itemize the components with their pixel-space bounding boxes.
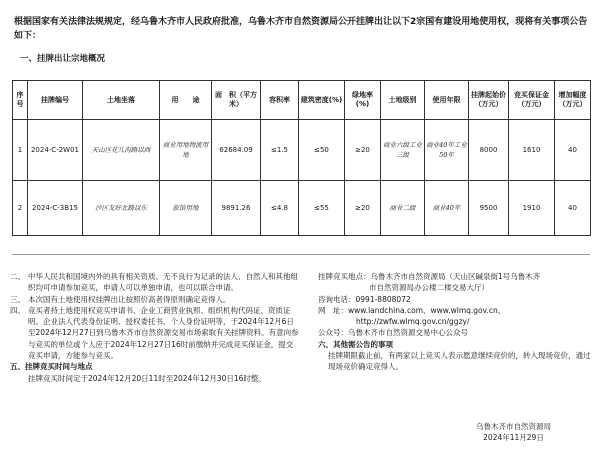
header-cell: 挂牌起始价（万元） (469, 81, 509, 120)
header-cell: 绿地率(%) (345, 81, 381, 120)
auction-place-line2: 市自然资源局办公楼二楼交易大厅） (369, 283, 489, 293)
table-cell: 2024-C-2W01 (28, 120, 83, 181)
table-cell: ≤1.5 (261, 120, 299, 181)
table-header-row (13, 81, 591, 120)
website-line1 (318, 305, 594, 316)
table-cell: ≤55 (299, 181, 345, 236)
header-cell: 增加幅度（万元） (555, 81, 591, 120)
header-cell: 使用年限 (425, 81, 469, 120)
header-cell: 用 途 (160, 81, 212, 120)
table-cell: 2 (13, 181, 28, 236)
table-cell: ≥20 (345, 120, 381, 181)
table-cell: 商业40年工业50年 (425, 120, 469, 181)
signature-block (476, 421, 551, 443)
item-number: 二、 (10, 272, 25, 281)
table-cell: ≤4.8 (261, 181, 299, 236)
table-cell: 天山区花儿沟路以西 (83, 120, 160, 181)
table-cell: 9891.26 (212, 181, 261, 236)
table-cell: 1910 (509, 181, 555, 236)
header-cell: 土地坐落 (83, 81, 160, 120)
item-5-title: 五、挂牌竞买时间与地点 (10, 362, 93, 372)
table-cell: 商业六级工业三级 (381, 120, 425, 181)
table-cell: 沙区友好北路以东 (83, 181, 160, 236)
table-cell: 62684.09 (212, 120, 261, 181)
auction-place-line1: 挂牌竞买地点：乌鲁木齐市自然资源局（天山区碱泉街1号乌鲁木齐 (318, 272, 541, 281)
item-6-title: 六、其他需公告的事项 (318, 339, 393, 349)
signature-date: 2024年11月29日 (483, 433, 544, 442)
item-2 (10, 271, 300, 294)
consult-phone: 咨询电话：0991-8808072 (318, 294, 411, 304)
table-cell: 1 (13, 120, 28, 181)
table-cell: 9500 (469, 181, 509, 236)
table-cell: 商业用地物流用地 (160, 120, 212, 181)
table-cell: 2024-C-3B15 (28, 181, 83, 236)
header-cell: 建筑密度(%) (299, 81, 345, 120)
website-link[interactable]: www.landchina.com、www.wlmq.gov.cn、 (348, 305, 506, 315)
table-row (13, 181, 591, 236)
intro-paragraph: 根据国家有关法律法规规定，经乌鲁木齐市人民政府批准，乌鲁木齐市自然资源局公开挂牌出让以下2宗国有建设用地使用权，现将有关事项公告如下： (14, 17, 588, 41)
right-column (318, 271, 594, 373)
website-label: 网 址： (318, 305, 348, 315)
signature-org: 乌鲁木齐市自然资源局 (476, 422, 551, 431)
table-row (13, 120, 591, 181)
section-divider (12, 254, 590, 255)
table-cell: ≤50 (299, 120, 345, 181)
section1-title: 一、挂牌出让宗地概况 (20, 54, 106, 64)
item-4 (10, 305, 300, 361)
header-cell: 土地级别 (381, 81, 425, 120)
header-cell: 容积率 (261, 81, 299, 120)
item-text: 中华人民共和国境内外的具有相关资质、无不良行为记录的法人、自然人和其他组织均可申请参加竞买，申请人可以单独申请，也可以联合申请。 (28, 272, 298, 293)
item-text: 竞买者持土地使用权竞买申请书、企业工商营业执照、组织机构代码证、资质证明、企业法人代表身份证明、授权委托书、个人身份证明等，于2024年12月6日至2024年12月27日到乌鲁木齐市自然资源交易市场索取有关挂牌资料。有意向参与竞买的单位或个人应于2024年12月27日16时前缴纳并完成竞买保证金，提交竞买申请，方能参与竞买。 (28, 305, 299, 361)
header-cell: 挂牌编号 (28, 81, 83, 120)
table-cell: 40 (555, 181, 591, 236)
item-number: 四、 (10, 305, 25, 315)
header-cell: 序号 (13, 81, 28, 120)
table-cell: ≥20 (345, 181, 381, 236)
left-column (10, 271, 300, 384)
item-number: 三、 (10, 294, 25, 304)
table-cell: 旅馆用地 (160, 181, 212, 236)
header-cell: 面 积（平方米） (212, 81, 261, 120)
table-cell: 1610 (509, 120, 555, 181)
wechat-account: 公众号：乌鲁木齐市自然资源交易中心公众号 (318, 328, 468, 338)
item-6-text: 挂牌期限截止前，有两家以上竞买人表示愿意继续竞价的，转入现场竞价，通过现场竞价确定竞得人。 (328, 351, 591, 372)
header-cell: 竞买保证金（万元） (509, 81, 555, 120)
item-text: 本次国有土地使用权挂牌出让按照价高者得原则确定竞得人。 (28, 294, 231, 304)
item-5-text: 挂牌竞买时间定于2024年12月20日11时至2024年12月30日16时整。 (28, 373, 266, 383)
table-cell: 商业二级 (381, 181, 425, 236)
item-3 (10, 294, 300, 305)
table-cell: 商业40年 (425, 181, 469, 236)
website-line2[interactable]: http://zwfw.wlmq.gov.cn/ggzy/ (356, 317, 470, 327)
parcel-table (12, 80, 591, 236)
table-cell: 40 (555, 120, 591, 181)
table-cell: 8000 (469, 120, 509, 181)
